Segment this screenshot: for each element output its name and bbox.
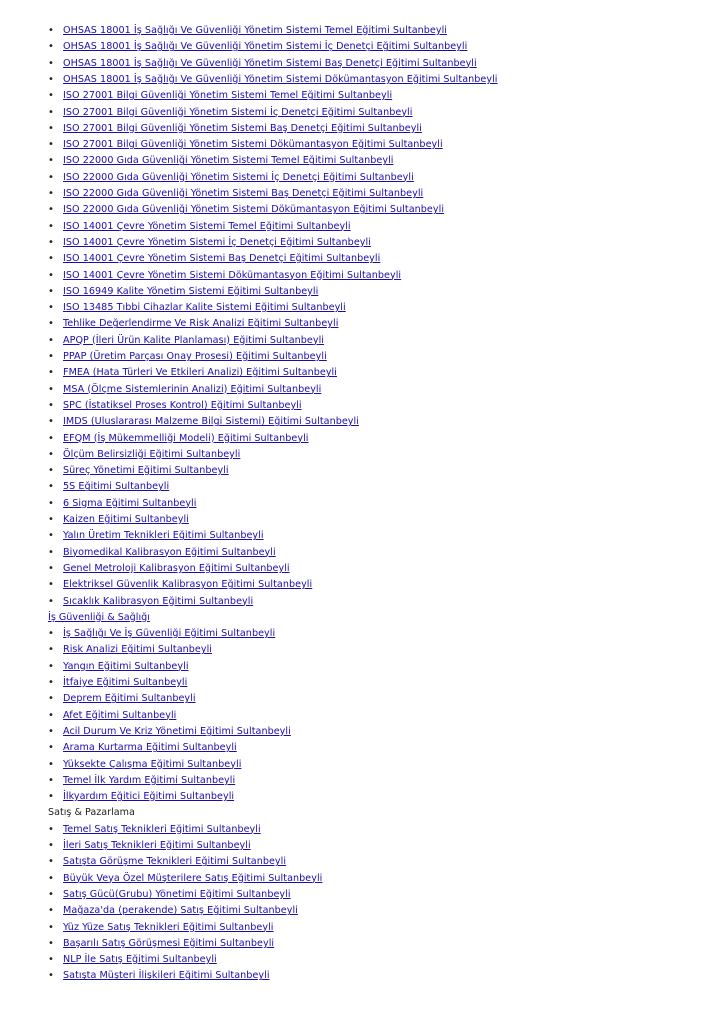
list-item-link[interactable]: Temel İlk Yardım Eğitimi Sultanbeyli [63, 774, 236, 786]
section-heading-link[interactable]: İş Güvenliği & Sağlığı [48, 611, 150, 623]
bullet-icon: • [48, 139, 54, 151]
list-item-link[interactable]: Başarılı Satış Görüşmesi Eğitimi Sultanbeyli [63, 937, 275, 949]
list-item [0, 235, 728, 251]
list-item-link[interactable]: Sıcaklık Kalibrasyon Eğitimi Sultanbeyli [63, 595, 254, 607]
list-item [0, 479, 728, 495]
list-item [0, 300, 728, 316]
bullet-icon: • [48, 220, 54, 232]
list-item [0, 56, 728, 72]
list-item [0, 757, 728, 773]
bullet-icon: • [48, 57, 54, 69]
list-item [0, 447, 728, 463]
list-item-link[interactable]: Biyomedikal Kalibrasyon Eğitimi Sultanbeyli [63, 546, 276, 558]
list-item-link[interactable]: Temel Satış Teknikleri Eğitimi Sultanbeyli [63, 823, 261, 835]
bullet-icon: • [48, 318, 54, 330]
list-item-link[interactable]: ISO 22000 Gıda Güvenliği Yönetim Sistemi Dökümantasyon Eğitimi Sultanbeyli [63, 204, 445, 216]
list-item-link[interactable]: ISO 22000 Gıda Güvenliği Yönetim Sistemi İç Denetçi Eğitimi Sultanbeyli [63, 171, 414, 183]
list-item-link[interactable]: Acil Durum Ve Kriz Yönetimi Eğitimi Sultanbeyli [63, 725, 291, 737]
list-item-link[interactable]: EFQM (İş Mükemmelliği Modeli) Eğitimi Sultanbeyli [63, 432, 309, 444]
bullet-icon: • [48, 595, 54, 607]
list-item-link[interactable]: Yüksekte Çalışma Eğitimi Sultanbeyli [63, 758, 242, 770]
list-item [0, 642, 728, 658]
list-item [0, 365, 728, 381]
bullet-icon: • [48, 514, 54, 525]
bullet-icon: • [48, 758, 54, 770]
list-item [0, 284, 728, 300]
list-item [0, 740, 728, 756]
list-item-link[interactable]: ISO 16949 Kalite Yönetim Sistemi Eğitimi Sultanbeyli [63, 285, 319, 297]
list-item [0, 659, 728, 675]
list-item-link[interactable]: OHSAS 18001 İş Sağlığı Ve Güvenliği Yönetim Sistemi İç Denetçi Eğitimi Sultanbeyli [63, 41, 468, 53]
bullet-icon: • [48, 236, 54, 248]
list-item [0, 268, 728, 284]
bullet-icon: • [48, 41, 54, 53]
bullet-icon: • [48, 90, 54, 102]
list-item-link[interactable]: Satışta Müşteri İlişkileri Eğitimi Sultanbeyli [63, 970, 270, 982]
bullet-icon: • [48, 677, 54, 688]
list-item-link[interactable]: Tehlike Değerlendirme Ve Risk Analizi Eğitimi Sultanbeyli [63, 318, 339, 330]
list-item-link[interactable]: OHSAS 18001 İş Sağlığı Ve Güvenliği Yönetim Sistemi Temel Eğitimi Sultanbeyli [63, 25, 447, 36]
list-item [0, 414, 728, 430]
list-item-link[interactable]: APQP (İleri Ürün Kalite Planlaması) Eğitimi Sultanbeyli [63, 334, 325, 346]
list-item-link[interactable]: ISO 22000 Gıda Güvenliği Yönetim Sistemi Baş Denetçi Eğitimi Sultanbeyli [63, 188, 424, 199]
list-item-link[interactable]: Deprem Eğitimi Sultanbeyli [63, 693, 196, 705]
list-item-link[interactable]: Yüz Yüze Satış Teknikleri Eğitimi Sultanbeyli [63, 921, 274, 933]
list-item [0, 121, 728, 137]
list-item [0, 871, 728, 887]
list-item [0, 88, 728, 104]
list-item-link[interactable]: 5S Eğitimi Sultanbeyli [63, 481, 170, 493]
bullet-icon: • [48, 155, 54, 167]
list-item-link[interactable]: Ölçüm Belirsizliği Eğitimi Sultanbeyli [63, 448, 241, 460]
list-item [0, 936, 728, 952]
list-item [0, 39, 728, 55]
bullet-icon: • [48, 334, 54, 346]
bullet-icon: • [48, 742, 54, 754]
list-item [0, 382, 728, 398]
list-item [0, 512, 728, 528]
bullet-icon: • [48, 921, 54, 933]
list-item-link[interactable]: Satışta Görüşme Teknikleri Eğitimi Sultanbeyli [63, 856, 287, 868]
list-item-link[interactable]: NLP İle Satış Eğitimi Sultanbeyli [63, 954, 217, 966]
list-item [0, 724, 728, 740]
bullet-icon: • [48, 562, 54, 574]
list-item-link[interactable]: İş Sağlığı Ve İş Güvenliği Eğitimi Sultanbeyli [63, 628, 276, 640]
list-item [0, 920, 728, 936]
bullet-icon: • [48, 693, 54, 705]
list-item [0, 463, 728, 479]
list-item [0, 219, 728, 235]
list-item [0, 773, 728, 789]
bullet-icon: • [48, 171, 54, 183]
list-item [0, 577, 728, 593]
bullet-icon: • [48, 25, 54, 36]
list-item-link[interactable]: MSA (Ölçme Sistemlerinin Analizi) Eğitimi Sultanbeyli [63, 383, 322, 395]
bullet-icon: • [48, 383, 54, 395]
list-item-link[interactable]: ISO 14001 Çevre Yönetim Sistemi Baş Denetçi Eğitimi Sultanbeyli [63, 253, 381, 265]
list-item-link[interactable]: Satış Gücü(Grubu) Yönetimi Eğitimi Sultanbeyli [63, 888, 291, 900]
bullet-icon: • [48, 269, 54, 281]
list-item [0, 186, 728, 202]
list-item-link[interactable]: OHSAS 18001 İş Sağlığı Ve Güvenliği Yönetim Sistemi Baş Denetçi Eğitimi Sultanbeyli [63, 57, 477, 69]
bullet-icon: • [48, 351, 54, 362]
bullet-icon: • [48, 285, 54, 297]
bullet-icon: • [48, 122, 54, 134]
bullet-icon: • [48, 954, 54, 966]
list-item-link[interactable]: Genel Metroloji Kalibrasyon Eğitimi Sultanbeyli [63, 562, 290, 574]
bullet-icon: • [48, 530, 54, 542]
bullet-icon: • [48, 856, 54, 868]
list-item [0, 903, 728, 919]
bullet-icon: • [48, 465, 54, 477]
bullet-icon: • [48, 481, 54, 493]
bullet-icon: • [48, 579, 54, 591]
bullet-icon: • [48, 823, 54, 835]
bullet-icon: • [48, 905, 54, 917]
list-item [0, 887, 728, 903]
list-item-link[interactable]: ISO 27001 Bilgi Güvenliği Yönetim Sistemi Baş Denetçi Eğitimi Sultanbeyli [63, 122, 422, 134]
bullet-icon: • [48, 204, 54, 216]
list-item-link[interactable]: Kaizen Eğitimi Sultanbeyli [63, 514, 189, 525]
list-item-link[interactable]: ISO 14001 Çevre Yönetim Sistemi Temel Eğitimi Sultanbeyli [63, 220, 351, 232]
list-item-link[interactable]: Risk Analizi Eğitimi Sultanbeyli [63, 644, 213, 656]
list-item [0, 594, 728, 610]
list-item [0, 431, 728, 447]
bullet-icon: • [48, 970, 54, 982]
bullet-icon: • [48, 302, 54, 314]
list-item [0, 251, 728, 267]
list-item [0, 708, 728, 724]
list-item [0, 952, 728, 968]
list-item [0, 691, 728, 707]
list-item-link[interactable]: Afet Eğitimi Sultanbeyli [63, 709, 177, 721]
bullet-icon: • [48, 546, 54, 558]
list-item [0, 561, 728, 577]
list-item-link[interactable]: İlkyardım Eğitici Eğitimi Sultanbeyli [63, 791, 235, 803]
bullet-icon: • [48, 937, 54, 949]
list-item [0, 528, 728, 544]
list-item-link[interactable]: SPC (İstatiksel Proses Kontrol) Eğitimi Sultanbeyli [63, 399, 302, 411]
list-item-link[interactable]: Arama Kurtarma Eğitimi Sultanbeyli [63, 742, 237, 754]
section-heading[interactable] [0, 610, 728, 626]
list-item [0, 333, 728, 349]
list-item [0, 153, 728, 169]
list-item [0, 23, 728, 39]
bullet-icon: • [48, 497, 54, 509]
list-item-link[interactable]: İtfaiye Eğitimi Sultanbeyli [63, 677, 188, 688]
list-item [0, 854, 728, 870]
bullet-icon: • [48, 628, 54, 640]
list-item [0, 398, 728, 414]
list-item [0, 626, 728, 642]
bullet-icon: • [48, 416, 54, 428]
list-item-link[interactable]: OHSAS 18001 İş Sağlığı Ve Güvenliği Yönetim Sistemi Dökümantasyon Eğitimi Sultanbeyli [63, 73, 498, 85]
bullet-icon: • [48, 73, 54, 85]
bullet-icon: • [48, 774, 54, 786]
list-item [0, 675, 728, 691]
bullet-icon: • [48, 644, 54, 656]
section-heading: Satış & Pazarlama [48, 807, 135, 819]
bullet-icon: • [48, 725, 54, 737]
list-item [0, 72, 728, 88]
list-item-link[interactable]: 6 Sigma Eğitimi Sultanbeyli [63, 497, 197, 509]
bullet-icon: • [48, 253, 54, 265]
list-item-link[interactable]: Mağaza'da (perakende) Satış Eğitimi Sultanbeyli [63, 905, 298, 917]
list-item-link[interactable]: Süreç Yönetimi Eğitimi Sultanbeyli [63, 465, 229, 477]
bullet-icon: • [48, 709, 54, 721]
list-item-link[interactable]: Büyük Veya Özel Müşterilere Satış Eğitimi Sultanbeyli [63, 872, 323, 884]
bullet-icon: • [48, 840, 54, 851]
list-item-link[interactable]: ISO 27001 Bilgi Güvenliği Yönetim Sistemi İç Denetçi Eğitimi Sultanbeyli [63, 106, 413, 118]
bullet-icon: • [48, 872, 54, 884]
list-item [0, 822, 728, 838]
list-item-link[interactable]: FMEA (Hata Türleri Ve Etkileri Analizi) Eğitimi Sultanbeyli [63, 367, 337, 379]
bullet-icon: • [48, 188, 54, 199]
list-item [0, 838, 728, 854]
list-item [0, 789, 728, 805]
list-item [0, 170, 728, 186]
list-item-link[interactable]: ISO 27001 Bilgi Güvenliği Yönetim Sistemi Dökümantasyon Eğitimi Sultanbeyli [63, 139, 443, 151]
list-item-link[interactable]: Yalın Üretim Teknikleri Eğitimi Sultanbeyli [63, 530, 264, 542]
list-item-link[interactable]: ISO 13485 Tıbbi Cihazlar Kalite Sistemi Eğitimi Sultanbeyli [63, 302, 346, 314]
bullet-icon: • [48, 367, 54, 379]
list-item-link[interactable]: ISO 27001 Bilgi Güvenliği Yönetim Sistemi Temel Eğitimi Sultanbeyli [63, 90, 393, 102]
list-item [0, 968, 728, 984]
list-item [0, 105, 728, 121]
bullet-icon: • [48, 660, 54, 672]
list-item-link[interactable]: PPAP (Üretim Parçası Onay Prosesi) Eğitimi Sultanbeyli [63, 351, 327, 362]
list-item [0, 316, 728, 332]
list-item-link[interactable]: Yangın Eğitimi Sultanbeyli [63, 660, 189, 672]
list-item-link[interactable]: ISO 22000 Gıda Güvenliği Yönetim Sistemi Temel Eğitimi Sultanbeyli [63, 155, 394, 167]
bullet-icon: • [48, 399, 54, 411]
list-item [0, 545, 728, 561]
bullet-icon: • [48, 448, 54, 460]
list-item [0, 202, 728, 218]
list-item-link[interactable]: İleri Satış Teknikleri Eğitimi Sultanbeyli [63, 840, 251, 851]
list-item-link[interactable]: ISO 14001 Çevre Yönetim Sistemi İç Denetçi Eğitimi Sultanbeyli [63, 236, 371, 248]
list-item [0, 349, 728, 365]
bullet-icon: • [48, 888, 54, 900]
list-item [0, 496, 728, 512]
bullet-icon: • [48, 791, 54, 803]
list-item [0, 137, 728, 153]
list-item-link[interactable]: ISO 14001 Çevre Yönetim Sistemi Dökümantasyon Eğitimi Sultanbeyli [63, 269, 402, 281]
bullet-icon: • [48, 432, 54, 444]
list-item-link[interactable]: Elektriksel Güvenlik Kalibrasyon Eğitimi Sultanbeyli [63, 579, 313, 591]
bullet-icon: • [48, 106, 54, 118]
list-item-link[interactable]: IMDS (Uluslararası Malzeme Bilgi Sistemi) Eğitimi Sultanbeyli [63, 416, 359, 428]
